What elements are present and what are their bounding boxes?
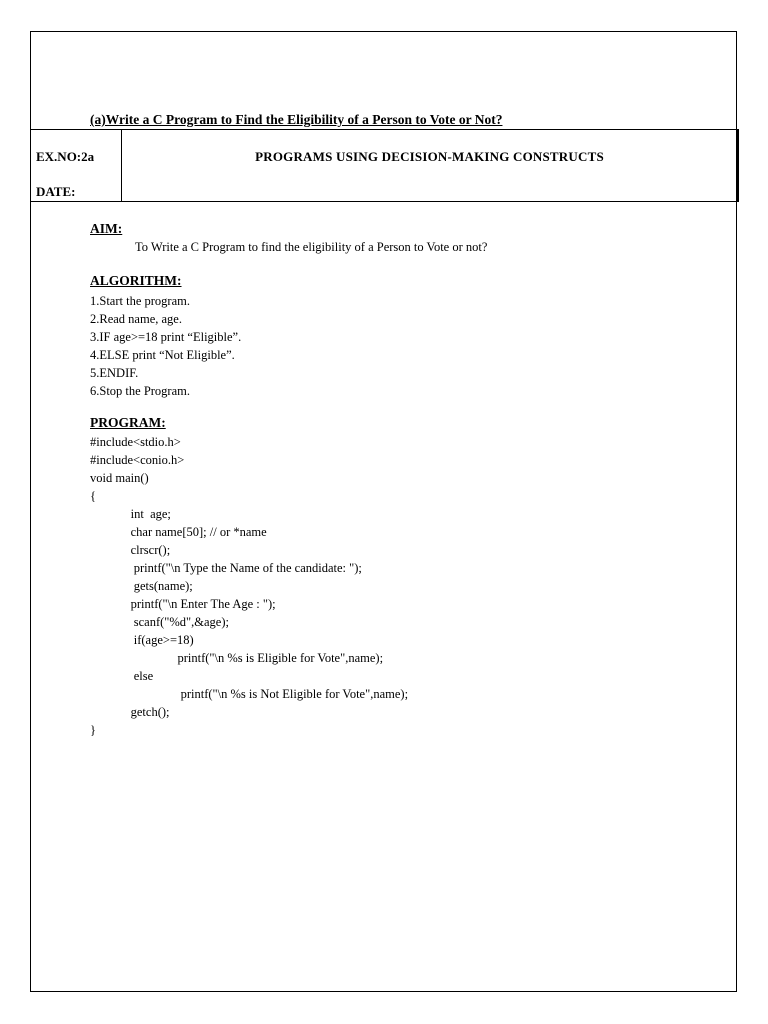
code-line: printf("\n Enter The Age : "); xyxy=(90,597,276,611)
code-line: #include<conio.h> xyxy=(90,453,185,467)
algorithm-step: 2.Read name, age. xyxy=(90,312,182,326)
code-line: printf("\n Type the Name of the candidate: "); xyxy=(90,561,362,575)
aim-heading: AIM: xyxy=(90,221,123,236)
program-heading: PROGRAM: xyxy=(90,415,166,430)
code-line: else xyxy=(90,669,154,683)
algorithm-step: 6.Stop the Program. xyxy=(90,384,190,398)
code-line: getch(); xyxy=(90,705,170,719)
exercise-number: EX.NO:2a xyxy=(36,149,95,164)
algorithm-step: 4.ELSE print “Not Eligible”. xyxy=(90,348,235,362)
algorithm-step: 1.Start the program. xyxy=(90,294,190,308)
code-line: printf("\n %s is Not Eligible for Vote",name); xyxy=(90,687,409,701)
code-line: scanf("%d",&age); xyxy=(90,615,229,629)
exercise-title: PROGRAMS USING DECISION-MAKING CONSTRUCTS xyxy=(255,149,604,164)
aim-text: To Write a C Program to find the eligibility of a Person to Vote or not? xyxy=(135,240,488,254)
exercise-header xyxy=(30,129,739,202)
algorithm-step: 3.IF age>=18 print “Eligible”. xyxy=(90,330,242,344)
code-line: printf("\n %s is Eligible for Vote",name); xyxy=(90,651,384,665)
code-line: clrscr(); xyxy=(90,543,171,557)
header-divider xyxy=(121,130,122,201)
code-line: gets(name); xyxy=(90,579,193,593)
algorithm-step: 5.ENDIF. xyxy=(90,366,139,380)
code-line: char name[50]; // or *name xyxy=(90,525,267,539)
date-label: DATE: xyxy=(36,184,76,199)
code-line: void main() xyxy=(90,471,149,485)
code-line: { xyxy=(90,489,96,503)
algorithm-steps xyxy=(90,292,241,400)
algorithm-heading: ALGORITHM: xyxy=(90,273,182,288)
code-line: int age; xyxy=(90,507,171,521)
code-line: if(age>=18) xyxy=(90,633,194,647)
program-code xyxy=(90,433,408,739)
question-title: (a)Write a C Program to Find the Eligibility of a Person to Vote or Not? xyxy=(90,112,503,127)
code-line: } xyxy=(90,723,96,737)
code-line: #include<stdio.h> xyxy=(90,435,181,449)
